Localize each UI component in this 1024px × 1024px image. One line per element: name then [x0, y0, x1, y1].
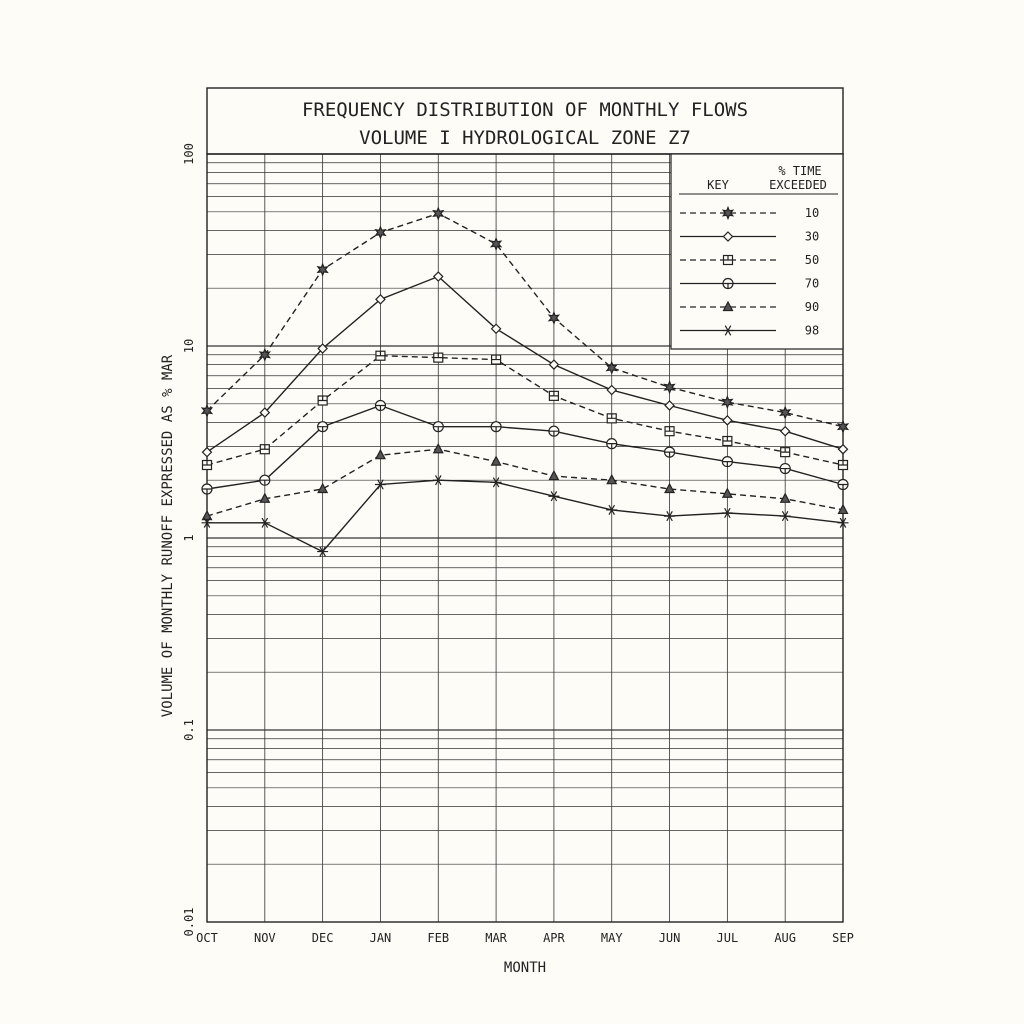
marker-star	[549, 312, 559, 323]
series-line-98	[207, 480, 843, 551]
y-tick-label: 0.01	[182, 907, 196, 937]
x-tick-label: AUG	[774, 931, 797, 945]
series-line-70	[207, 406, 843, 490]
x-tick-label: DEC	[311, 931, 334, 945]
x-tick-label: FEB	[427, 931, 450, 945]
legend-label: 70	[804, 276, 820, 291]
legend-label: 90	[804, 300, 820, 314]
y-tick-label: 10	[182, 338, 196, 354]
y-tick-labels	[182, 143, 196, 936]
series-line-50	[207, 356, 843, 465]
legend-label: 30	[804, 229, 820, 244]
marker-star	[723, 397, 733, 408]
y-axis-label: VOLUME OF MONTHLY RUNOFF EXPRESSED AS % MAR	[160, 354, 176, 718]
x-tick-label: JUL	[716, 931, 739, 945]
marker-triangle	[376, 450, 385, 459]
x-tick-labels	[196, 931, 854, 945]
x-tick-label: OCT	[196, 931, 218, 945]
marker-diamond	[781, 427, 790, 436]
y-tick-label: 1	[182, 534, 196, 542]
marker-triangle	[434, 444, 443, 453]
legend-exceeded-header: EXCEEDED	[769, 178, 827, 192]
marker-star	[607, 362, 617, 373]
x-axis-label: MONTH	[503, 960, 547, 976]
x-tick-label: JUN	[658, 931, 681, 945]
marker-star	[376, 227, 386, 238]
marker-star	[780, 407, 790, 418]
y-tick-label: 100	[182, 143, 196, 165]
x-tick-label: JAN	[369, 931, 392, 945]
marker-diamond	[607, 385, 616, 394]
x-tick-label: SEP	[832, 931, 854, 945]
legend-time-header: % TIME	[778, 164, 822, 178]
marker-triangle	[665, 484, 674, 493]
marker-star	[434, 208, 444, 219]
y-tick-label: 0.1	[182, 719, 196, 741]
legend-key-header: KEY	[707, 178, 729, 192]
legend-label: 50	[804, 253, 820, 267]
chart-subtitle: VOLUME I HYDROLOGICAL ZONE Z7	[359, 127, 691, 149]
marker-triangle	[607, 475, 616, 484]
marker-triangle	[549, 471, 558, 480]
x-tick-label: APR	[543, 931, 565, 945]
marker-diamond	[723, 416, 732, 425]
x-tick-label: NOV	[253, 931, 276, 945]
marker-diamond	[665, 401, 674, 410]
marker-star	[838, 421, 848, 432]
legend	[671, 154, 843, 349]
series-98	[202, 475, 849, 556]
x-tick-label: MAR	[485, 931, 507, 945]
series-90	[203, 444, 848, 519]
x-tick-label: MAY	[600, 931, 623, 945]
marker-triangle	[318, 484, 327, 493]
legend-label: 98	[804, 323, 820, 338]
chart-title: FREQUENCY DISTRIBUTION OF MONTHLY FLOWS	[301, 99, 749, 121]
series-line-90	[207, 449, 843, 516]
marker-star	[665, 382, 675, 393]
series-50	[203, 351, 848, 469]
marker-triangle	[492, 457, 501, 466]
marker-diamond	[549, 360, 558, 369]
marker-star	[318, 264, 328, 275]
legend-label: 10	[804, 206, 820, 220]
marker-diamond	[203, 448, 212, 457]
